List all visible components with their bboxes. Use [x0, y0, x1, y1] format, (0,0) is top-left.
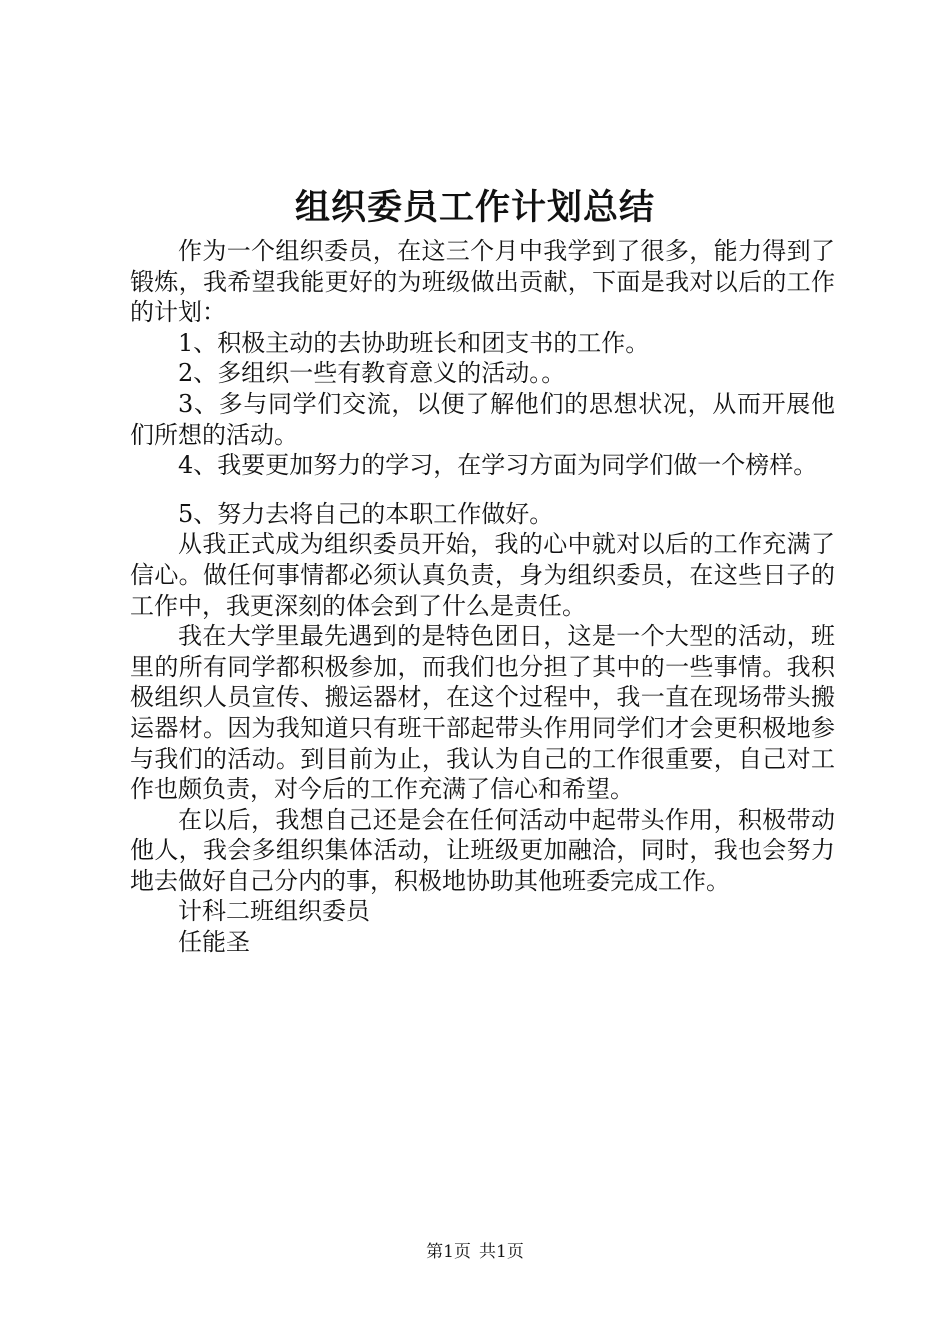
experience-paragraph: 我在大学里最先遇到的是特色团日，这是一个大型的活动，班里的所有同学都积极参加，而我们也分担了其中的一些事情。我积极组织人员宣传、搬运器材，在这个过程中，我一直在现场带头搬运器材。因为我知道只有班干部起带头作用同学们才会更积极地参与我们的活动。到目前为止，我认为自己的工作很重要，自己对工作也颇负责，对今后的工作充满了信心和希望。	[130, 622, 835, 804]
plan-item-5: 5、努力去将自己的本职工作做好。	[178, 499, 554, 528]
plan-item-1: 1、积极主动的去协助班长和团支书的工作。	[178, 328, 650, 357]
plan-item-4: 4、我要更加努力的学习，在学习方面为同学们做一个榜样。	[178, 451, 818, 480]
document-title: 组织委员工作计划总结	[294, 187, 655, 228]
document-body	[130, 236, 835, 958]
future-paragraph: 在以后，我想自己还是会在任何活动中起带头作用，积极带动他人，我会多组织集体活动，让班级更加融洽，同时，我也会努力地去做好自己分内的事，积极地协助其他班委完成工作。	[130, 805, 835, 895]
page-footer	[0, 1241, 950, 1263]
page-number: 第1页	[426, 1242, 471, 1262]
plan-item-3: 3、多与同学们交流，以便了解他们的思想状况，从而开展他们所想的活动。	[130, 389, 835, 449]
plan-item-2: 2、多组织一些有教育意义的活动。。	[178, 359, 566, 388]
intro-paragraph: 作为一个组织委员，在这三个月中我学到了很多，能力得到了锻炼，我希望我能更好的为班级做出贡献，下面是我对以后的工作的计划：	[130, 237, 835, 327]
reflection-paragraph: 从我正式成为组织委员开始，我的心中就对以后的工作充满了信心。做任何事情都必须认真负责，身为组织委员，在这些日子的工作中，我更深刻的体会到了什么是责任。	[130, 530, 835, 620]
signature-position: 计科二班组织委员	[178, 897, 370, 926]
page-total: 共1页	[479, 1242, 524, 1262]
signature-name: 任能圣	[178, 928, 250, 957]
